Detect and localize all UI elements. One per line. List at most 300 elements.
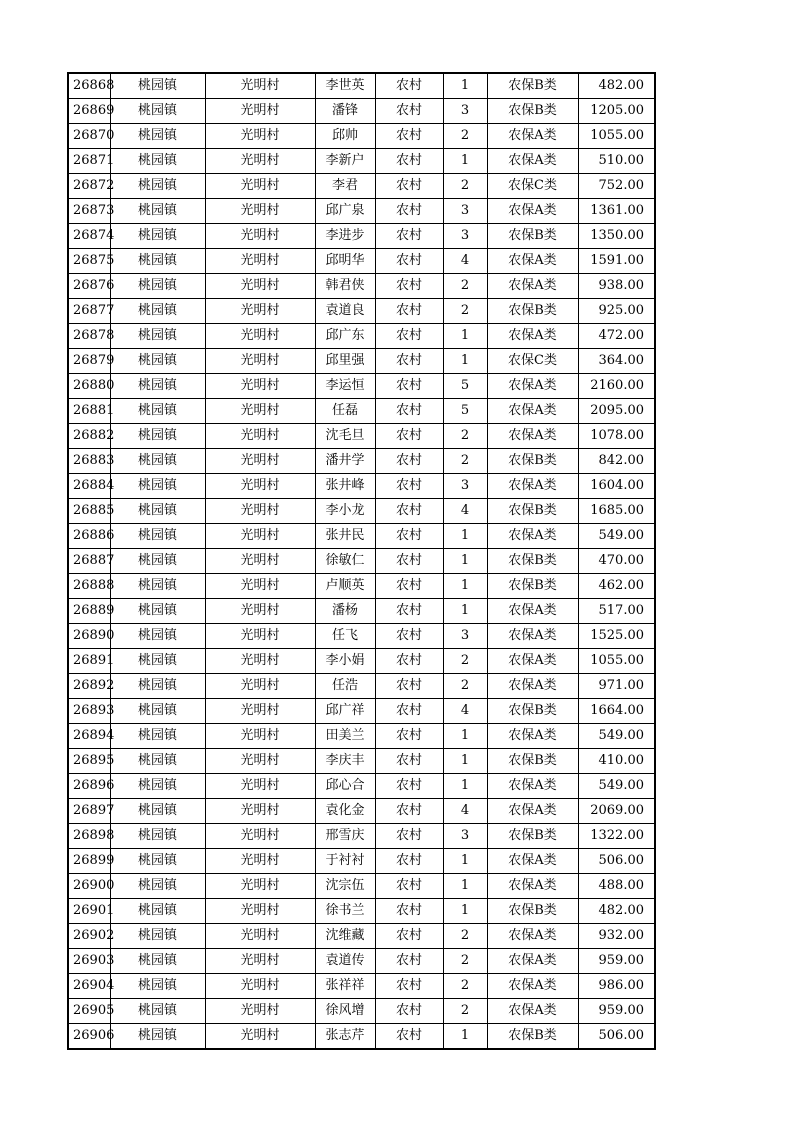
person-name-cell: 沈维藏 bbox=[315, 924, 375, 949]
household-size-cell: 1 bbox=[443, 149, 487, 174]
person-name-cell: 李庆丰 bbox=[315, 749, 375, 774]
insurance-category-cell: 农保A类 bbox=[487, 674, 578, 699]
village-cell: 光明村 bbox=[205, 774, 315, 799]
table-row bbox=[68, 674, 655, 699]
amount-cell: 517.00 bbox=[578, 599, 655, 624]
table-row bbox=[68, 274, 655, 299]
town-cell: 桃园镇 bbox=[110, 824, 205, 849]
insurance-category-cell: 农保A类 bbox=[487, 649, 578, 674]
village-cell: 光明村 bbox=[205, 249, 315, 274]
household-type-cell: 农村 bbox=[375, 374, 443, 399]
insurance-category-cell: 农保A类 bbox=[487, 924, 578, 949]
amount-cell: 506.00 bbox=[578, 849, 655, 874]
person-name-cell: 邢雪庆 bbox=[315, 824, 375, 849]
record-id-cell: 26890 bbox=[68, 624, 110, 649]
amount-cell: 1078.00 bbox=[578, 424, 655, 449]
household-size-cell: 1 bbox=[443, 849, 487, 874]
village-cell: 光明村 bbox=[205, 399, 315, 424]
person-name-cell: 潘杨 bbox=[315, 599, 375, 624]
record-id-cell: 26899 bbox=[68, 849, 110, 874]
household-type-cell: 农村 bbox=[375, 399, 443, 424]
insurance-category-cell: 农保A类 bbox=[487, 374, 578, 399]
household-size-cell: 2 bbox=[443, 649, 487, 674]
insurance-category-cell: 农保A类 bbox=[487, 949, 578, 974]
village-cell: 光明村 bbox=[205, 724, 315, 749]
person-name-cell: 卢顺英 bbox=[315, 574, 375, 599]
town-cell: 桃园镇 bbox=[110, 224, 205, 249]
record-id-cell: 26900 bbox=[68, 874, 110, 899]
table-row bbox=[68, 774, 655, 799]
town-cell: 桃园镇 bbox=[110, 574, 205, 599]
household-size-cell: 4 bbox=[443, 499, 487, 524]
person-name-cell: 任磊 bbox=[315, 399, 375, 424]
table-row bbox=[68, 174, 655, 199]
record-id-cell: 26872 bbox=[68, 174, 110, 199]
insurance-category-cell: 农保C类 bbox=[487, 349, 578, 374]
household-type-cell: 农村 bbox=[375, 599, 443, 624]
record-id-cell: 26886 bbox=[68, 524, 110, 549]
household-size-cell: 1 bbox=[443, 349, 487, 374]
household-type-cell: 农村 bbox=[375, 574, 443, 599]
household-size-cell: 1 bbox=[443, 874, 487, 899]
record-id-cell: 26898 bbox=[68, 824, 110, 849]
amount-cell: 752.00 bbox=[578, 174, 655, 199]
town-cell: 桃园镇 bbox=[110, 73, 205, 99]
record-id-cell: 26891 bbox=[68, 649, 110, 674]
household-type-cell: 农村 bbox=[375, 349, 443, 374]
record-id-cell: 26882 bbox=[68, 424, 110, 449]
town-cell: 桃园镇 bbox=[110, 724, 205, 749]
household-size-cell: 1 bbox=[443, 324, 487, 349]
household-size-cell: 3 bbox=[443, 824, 487, 849]
insurance-category-cell: 农保A类 bbox=[487, 399, 578, 424]
amount-cell: 938.00 bbox=[578, 274, 655, 299]
household-type-cell: 农村 bbox=[375, 999, 443, 1024]
person-name-cell: 于衬衬 bbox=[315, 849, 375, 874]
household-size-cell: 2 bbox=[443, 174, 487, 199]
table-row bbox=[68, 974, 655, 999]
household-type-cell: 农村 bbox=[375, 549, 443, 574]
insurance-category-cell: 农保A类 bbox=[487, 424, 578, 449]
person-name-cell: 邱广泉 bbox=[315, 199, 375, 224]
insurance-category-cell: 农保A类 bbox=[487, 474, 578, 499]
table-row bbox=[68, 649, 655, 674]
insurance-category-cell: 农保A类 bbox=[487, 249, 578, 274]
person-name-cell: 徐书兰 bbox=[315, 899, 375, 924]
household-size-cell: 2 bbox=[443, 999, 487, 1024]
record-id-cell: 26883 bbox=[68, 449, 110, 474]
amount-cell: 1322.00 bbox=[578, 824, 655, 849]
person-name-cell: 张井民 bbox=[315, 524, 375, 549]
record-id-cell: 26895 bbox=[68, 749, 110, 774]
household-size-cell: 3 bbox=[443, 474, 487, 499]
household-type-cell: 农村 bbox=[375, 874, 443, 899]
amount-cell: 932.00 bbox=[578, 924, 655, 949]
amount-cell: 470.00 bbox=[578, 549, 655, 574]
village-cell: 光明村 bbox=[205, 174, 315, 199]
amount-cell: 506.00 bbox=[578, 1024, 655, 1050]
amount-cell: 2095.00 bbox=[578, 399, 655, 424]
insurance-category-cell: 农保A类 bbox=[487, 149, 578, 174]
record-id-cell: 26869 bbox=[68, 99, 110, 124]
amount-cell: 462.00 bbox=[578, 574, 655, 599]
amount-cell: 1685.00 bbox=[578, 499, 655, 524]
household-type-cell: 农村 bbox=[375, 249, 443, 274]
record-id-cell: 26904 bbox=[68, 974, 110, 999]
village-cell: 光明村 bbox=[205, 624, 315, 649]
record-id-cell: 26893 bbox=[68, 699, 110, 724]
household-type-cell: 农村 bbox=[375, 299, 443, 324]
town-cell: 桃园镇 bbox=[110, 424, 205, 449]
village-cell: 光明村 bbox=[205, 449, 315, 474]
amount-cell: 959.00 bbox=[578, 949, 655, 974]
table-row bbox=[68, 224, 655, 249]
household-type-cell: 农村 bbox=[375, 624, 443, 649]
table-row bbox=[68, 399, 655, 424]
person-name-cell: 张志芹 bbox=[315, 1024, 375, 1050]
town-cell: 桃园镇 bbox=[110, 899, 205, 924]
insurance-category-cell: 农保B类 bbox=[487, 224, 578, 249]
insurance-category-cell: 农保B类 bbox=[487, 99, 578, 124]
household-type-cell: 农村 bbox=[375, 899, 443, 924]
record-id-cell: 26868 bbox=[68, 73, 110, 99]
insurance-category-cell: 农保B类 bbox=[487, 899, 578, 924]
person-name-cell: 李君 bbox=[315, 174, 375, 199]
insurance-category-cell: 农保A类 bbox=[487, 599, 578, 624]
insurance-category-cell: 农保B类 bbox=[487, 299, 578, 324]
household-size-cell: 1 bbox=[443, 1024, 487, 1050]
household-size-cell: 2 bbox=[443, 424, 487, 449]
town-cell: 桃园镇 bbox=[110, 624, 205, 649]
household-type-cell: 农村 bbox=[375, 849, 443, 874]
village-cell: 光明村 bbox=[205, 699, 315, 724]
table-row bbox=[68, 374, 655, 399]
town-cell: 桃园镇 bbox=[110, 874, 205, 899]
table-row bbox=[68, 199, 655, 224]
household-size-cell: 1 bbox=[443, 899, 487, 924]
insurance-category-cell: 农保A类 bbox=[487, 999, 578, 1024]
person-name-cell: 邱明华 bbox=[315, 249, 375, 274]
table-body bbox=[68, 73, 655, 1049]
village-cell: 光明村 bbox=[205, 99, 315, 124]
village-cell: 光明村 bbox=[205, 1024, 315, 1050]
table-row bbox=[68, 624, 655, 649]
household-type-cell: 农村 bbox=[375, 524, 443, 549]
record-id-cell: 26897 bbox=[68, 799, 110, 824]
village-cell: 光明村 bbox=[205, 149, 315, 174]
household-size-cell: 2 bbox=[443, 449, 487, 474]
town-cell: 桃园镇 bbox=[110, 849, 205, 874]
table-row bbox=[68, 149, 655, 174]
village-cell: 光明村 bbox=[205, 749, 315, 774]
person-name-cell: 徐敏仁 bbox=[315, 549, 375, 574]
town-cell: 桃园镇 bbox=[110, 199, 205, 224]
person-name-cell: 袁化金 bbox=[315, 799, 375, 824]
household-size-cell: 1 bbox=[443, 599, 487, 624]
household-type-cell: 农村 bbox=[375, 324, 443, 349]
record-id-cell: 26906 bbox=[68, 1024, 110, 1050]
household-size-cell: 2 bbox=[443, 299, 487, 324]
town-cell: 桃园镇 bbox=[110, 299, 205, 324]
village-cell: 光明村 bbox=[205, 974, 315, 999]
record-id-cell: 26878 bbox=[68, 324, 110, 349]
record-id-cell: 26903 bbox=[68, 949, 110, 974]
person-name-cell: 李小娟 bbox=[315, 649, 375, 674]
amount-cell: 549.00 bbox=[578, 524, 655, 549]
table-row bbox=[68, 124, 655, 149]
record-id-cell: 26889 bbox=[68, 599, 110, 624]
person-name-cell: 潘锋 bbox=[315, 99, 375, 124]
table-row bbox=[68, 1024, 655, 1050]
insurance-category-cell: 农保A类 bbox=[487, 274, 578, 299]
village-cell: 光明村 bbox=[205, 274, 315, 299]
town-cell: 桃园镇 bbox=[110, 99, 205, 124]
amount-cell: 1525.00 bbox=[578, 624, 655, 649]
village-cell: 光明村 bbox=[205, 224, 315, 249]
insurance-category-cell: 农保A类 bbox=[487, 799, 578, 824]
village-cell: 光明村 bbox=[205, 199, 315, 224]
table-row bbox=[68, 899, 655, 924]
town-cell: 桃园镇 bbox=[110, 599, 205, 624]
amount-cell: 925.00 bbox=[578, 299, 655, 324]
table-row bbox=[68, 474, 655, 499]
village-cell: 光明村 bbox=[205, 499, 315, 524]
village-cell: 光明村 bbox=[205, 824, 315, 849]
household-type-cell: 农村 bbox=[375, 274, 443, 299]
person-name-cell: 张祥祥 bbox=[315, 974, 375, 999]
household-size-cell: 5 bbox=[443, 399, 487, 424]
household-size-cell: 1 bbox=[443, 524, 487, 549]
household-type-cell: 农村 bbox=[375, 674, 443, 699]
town-cell: 桃园镇 bbox=[110, 749, 205, 774]
town-cell: 桃园镇 bbox=[110, 249, 205, 274]
person-name-cell: 沈毛旦 bbox=[315, 424, 375, 449]
household-type-cell: 农村 bbox=[375, 199, 443, 224]
household-size-cell: 2 bbox=[443, 124, 487, 149]
household-type-cell: 农村 bbox=[375, 749, 443, 774]
person-name-cell: 田美兰 bbox=[315, 724, 375, 749]
household-type-cell: 农村 bbox=[375, 649, 443, 674]
insurance-category-cell: 农保C类 bbox=[487, 174, 578, 199]
amount-cell: 1361.00 bbox=[578, 199, 655, 224]
town-cell: 桃园镇 bbox=[110, 949, 205, 974]
insurance-category-cell: 农保B类 bbox=[487, 1024, 578, 1050]
village-cell: 光明村 bbox=[205, 574, 315, 599]
insurance-category-cell: 农保B类 bbox=[487, 549, 578, 574]
village-cell: 光明村 bbox=[205, 674, 315, 699]
household-size-cell: 3 bbox=[443, 624, 487, 649]
town-cell: 桃园镇 bbox=[110, 174, 205, 199]
town-cell: 桃园镇 bbox=[110, 324, 205, 349]
person-name-cell: 邱帅 bbox=[315, 124, 375, 149]
town-cell: 桃园镇 bbox=[110, 349, 205, 374]
village-cell: 光明村 bbox=[205, 474, 315, 499]
record-id-cell: 26892 bbox=[68, 674, 110, 699]
table-row bbox=[68, 799, 655, 824]
household-type-cell: 农村 bbox=[375, 73, 443, 99]
village-cell: 光明村 bbox=[205, 324, 315, 349]
table-row bbox=[68, 299, 655, 324]
amount-cell: 1591.00 bbox=[578, 249, 655, 274]
insurance-category-cell: 农保A类 bbox=[487, 124, 578, 149]
amount-cell: 2069.00 bbox=[578, 799, 655, 824]
village-cell: 光明村 bbox=[205, 349, 315, 374]
household-size-cell: 1 bbox=[443, 549, 487, 574]
village-cell: 光明村 bbox=[205, 949, 315, 974]
household-size-cell: 1 bbox=[443, 574, 487, 599]
household-type-cell: 农村 bbox=[375, 799, 443, 824]
record-id-cell: 26876 bbox=[68, 274, 110, 299]
household-type-cell: 农村 bbox=[375, 1024, 443, 1050]
insurance-category-cell: 农保A类 bbox=[487, 774, 578, 799]
table-row bbox=[68, 524, 655, 549]
household-size-cell: 5 bbox=[443, 374, 487, 399]
village-cell: 光明村 bbox=[205, 549, 315, 574]
town-cell: 桃园镇 bbox=[110, 149, 205, 174]
insurance-category-cell: 农保A类 bbox=[487, 199, 578, 224]
table-row bbox=[68, 324, 655, 349]
amount-cell: 482.00 bbox=[578, 899, 655, 924]
amount-cell: 472.00 bbox=[578, 324, 655, 349]
household-type-cell: 农村 bbox=[375, 724, 443, 749]
person-name-cell: 张井峰 bbox=[315, 474, 375, 499]
record-id-cell: 26881 bbox=[68, 399, 110, 424]
table-row bbox=[68, 849, 655, 874]
table-row bbox=[68, 724, 655, 749]
village-cell: 光明村 bbox=[205, 799, 315, 824]
amount-cell: 1205.00 bbox=[578, 99, 655, 124]
household-type-cell: 农村 bbox=[375, 149, 443, 174]
insurance-category-cell: 农保B类 bbox=[487, 749, 578, 774]
village-cell: 光明村 bbox=[205, 649, 315, 674]
table-row bbox=[68, 924, 655, 949]
town-cell: 桃园镇 bbox=[110, 374, 205, 399]
household-type-cell: 农村 bbox=[375, 474, 443, 499]
household-size-cell: 2 bbox=[443, 949, 487, 974]
household-type-cell: 农村 bbox=[375, 174, 443, 199]
village-cell: 光明村 bbox=[205, 524, 315, 549]
household-size-cell: 4 bbox=[443, 249, 487, 274]
record-id-cell: 26880 bbox=[68, 374, 110, 399]
village-cell: 光明村 bbox=[205, 999, 315, 1024]
record-id-cell: 26873 bbox=[68, 199, 110, 224]
amount-cell: 2160.00 bbox=[578, 374, 655, 399]
record-id-cell: 26901 bbox=[68, 899, 110, 924]
village-cell: 光明村 bbox=[205, 299, 315, 324]
insurance-category-cell: 农保B类 bbox=[487, 499, 578, 524]
town-cell: 桃园镇 bbox=[110, 799, 205, 824]
town-cell: 桃园镇 bbox=[110, 924, 205, 949]
household-type-cell: 农村 bbox=[375, 449, 443, 474]
insurance-category-cell: 农保A类 bbox=[487, 524, 578, 549]
table-row bbox=[68, 99, 655, 124]
insurance-category-cell: 农保A类 bbox=[487, 324, 578, 349]
household-size-cell: 3 bbox=[443, 224, 487, 249]
table-row bbox=[68, 424, 655, 449]
amount-cell: 1055.00 bbox=[578, 124, 655, 149]
town-cell: 桃园镇 bbox=[110, 649, 205, 674]
record-id-cell: 26884 bbox=[68, 474, 110, 499]
table-row bbox=[68, 824, 655, 849]
village-cell: 光明村 bbox=[205, 599, 315, 624]
person-name-cell: 徐风增 bbox=[315, 999, 375, 1024]
household-size-cell: 1 bbox=[443, 73, 487, 99]
household-size-cell: 1 bbox=[443, 724, 487, 749]
person-name-cell: 李小龙 bbox=[315, 499, 375, 524]
village-cell: 光明村 bbox=[205, 124, 315, 149]
amount-cell: 410.00 bbox=[578, 749, 655, 774]
person-name-cell: 邱广东 bbox=[315, 324, 375, 349]
record-id-cell: 26896 bbox=[68, 774, 110, 799]
person-name-cell: 李世英 bbox=[315, 73, 375, 99]
table-row bbox=[68, 949, 655, 974]
household-size-cell: 2 bbox=[443, 924, 487, 949]
town-cell: 桃园镇 bbox=[110, 474, 205, 499]
household-type-cell: 农村 bbox=[375, 949, 443, 974]
village-cell: 光明村 bbox=[205, 424, 315, 449]
insurance-category-cell: 农保B类 bbox=[487, 73, 578, 99]
record-id-cell: 26877 bbox=[68, 299, 110, 324]
table-row bbox=[68, 699, 655, 724]
insurance-category-cell: 农保A类 bbox=[487, 974, 578, 999]
record-id-cell: 26885 bbox=[68, 499, 110, 524]
household-type-cell: 农村 bbox=[375, 124, 443, 149]
person-name-cell: 李运恒 bbox=[315, 374, 375, 399]
household-size-cell: 2 bbox=[443, 274, 487, 299]
household-type-cell: 农村 bbox=[375, 774, 443, 799]
table-row bbox=[68, 549, 655, 574]
insurance-category-cell: 农保A类 bbox=[487, 724, 578, 749]
person-name-cell: 李新户 bbox=[315, 149, 375, 174]
household-size-cell: 2 bbox=[443, 974, 487, 999]
table-row bbox=[68, 999, 655, 1024]
table-row bbox=[68, 499, 655, 524]
record-id-cell: 26871 bbox=[68, 149, 110, 174]
amount-cell: 842.00 bbox=[578, 449, 655, 474]
town-cell: 桃园镇 bbox=[110, 774, 205, 799]
village-cell: 光明村 bbox=[205, 849, 315, 874]
household-size-cell: 4 bbox=[443, 699, 487, 724]
household-size-cell: 3 bbox=[443, 199, 487, 224]
household-type-cell: 农村 bbox=[375, 824, 443, 849]
person-name-cell: 沈宗伍 bbox=[315, 874, 375, 899]
record-id-cell: 26887 bbox=[68, 549, 110, 574]
table-row bbox=[68, 349, 655, 374]
household-size-cell: 1 bbox=[443, 749, 487, 774]
table-row bbox=[68, 449, 655, 474]
town-cell: 桃园镇 bbox=[110, 1024, 205, 1050]
insurance-category-cell: 农保A类 bbox=[487, 849, 578, 874]
household-size-cell: 4 bbox=[443, 799, 487, 824]
town-cell: 桃园镇 bbox=[110, 974, 205, 999]
household-type-cell: 农村 bbox=[375, 224, 443, 249]
town-cell: 桃园镇 bbox=[110, 274, 205, 299]
town-cell: 桃园镇 bbox=[110, 524, 205, 549]
record-id-cell: 26875 bbox=[68, 249, 110, 274]
person-name-cell: 任飞 bbox=[315, 624, 375, 649]
person-name-cell: 潘井学 bbox=[315, 449, 375, 474]
amount-cell: 482.00 bbox=[578, 73, 655, 99]
amount-cell: 488.00 bbox=[578, 874, 655, 899]
person-name-cell: 韩君侠 bbox=[315, 274, 375, 299]
household-size-cell: 2 bbox=[443, 674, 487, 699]
town-cell: 桃园镇 bbox=[110, 449, 205, 474]
person-name-cell: 邱里强 bbox=[315, 349, 375, 374]
village-cell: 光明村 bbox=[205, 73, 315, 99]
table-row bbox=[68, 73, 655, 99]
town-cell: 桃园镇 bbox=[110, 549, 205, 574]
subsidy-roster-table bbox=[67, 72, 656, 1050]
